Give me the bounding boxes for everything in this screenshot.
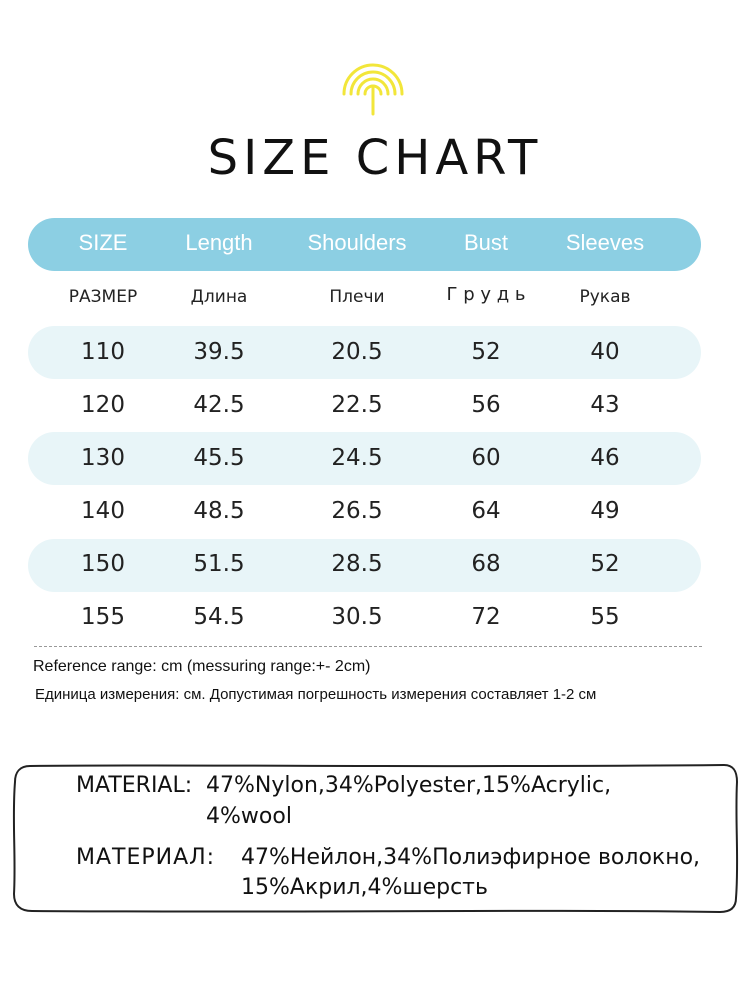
cell-length: 54.5 (193, 604, 245, 630)
material-value-line1: 47%Nylon,34%Polyester,15%Acrylic, (206, 773, 612, 798)
cell-shoulders: 30.5 (331, 604, 383, 630)
header-sleeves-ru: Рукав (579, 287, 631, 307)
rainbow-logo-icon (340, 62, 406, 116)
header-length-ru: Длина (190, 287, 248, 307)
header-size: SIZE (78, 230, 128, 255)
material-label-ru: МАТЕРИАЛ: (76, 845, 216, 870)
header-length: Length (185, 230, 253, 255)
cell-length: 39.5 (193, 339, 245, 365)
reference-note-ru: Единица измерения: см. Допустимая погрешность измерения составляет 1-2 см (35, 686, 597, 703)
cell-size: 155 (81, 604, 125, 630)
header-bust-ru: Г р у д ь (446, 284, 526, 305)
cell-shoulders: 26.5 (331, 498, 383, 524)
page-title: SIZE CHART (207, 130, 543, 186)
cell-bust: 64 (471, 498, 501, 524)
material-value-ru-line2: 15%Акрил,4%шерсть (241, 875, 488, 900)
material-value-ru-line1: 47%Нейлон,34%Полиэфирное волокно, (241, 845, 701, 870)
cell-size: 110 (81, 339, 125, 365)
cell-sleeves: 52 (590, 551, 620, 577)
cell-shoulders: 20.5 (331, 339, 383, 365)
cell-sleeves: 40 (590, 339, 620, 365)
material-value-line2: 4%wool (206, 804, 292, 829)
cell-size: 130 (81, 445, 125, 471)
header-sleeves: Sleeves (565, 230, 645, 255)
cell-sleeves: 55 (590, 604, 620, 630)
cell-sleeves: 46 (590, 445, 620, 471)
cell-size: 150 (81, 551, 125, 577)
cell-bust: 68 (471, 551, 501, 577)
cell-bust: 56 (471, 392, 501, 418)
header-shoulders-ru: Плечи (329, 287, 385, 307)
material-label: MATERIAL: (76, 773, 193, 798)
cell-shoulders: 22.5 (331, 392, 383, 418)
dashed-divider (34, 646, 702, 647)
cell-bust: 52 (471, 339, 501, 365)
cell-shoulders: 28.5 (331, 551, 383, 577)
cell-size: 120 (81, 392, 125, 418)
cell-bust: 72 (471, 604, 501, 630)
cell-sleeves: 43 (590, 392, 620, 418)
cell-length: 45.5 (193, 445, 245, 471)
cell-shoulders: 24.5 (331, 445, 383, 471)
cell-sleeves: 49 (590, 498, 620, 524)
cell-length: 42.5 (193, 392, 245, 418)
cell-length: 51.5 (193, 551, 245, 577)
cell-length: 48.5 (193, 498, 245, 524)
header-bust: Bust (463, 230, 509, 255)
header-shoulders: Shoulders (307, 230, 407, 255)
cell-bust: 60 (471, 445, 501, 471)
cell-size: 140 (81, 498, 125, 524)
header-size-ru: РАЗМЕР (68, 287, 138, 307)
reference-note: Reference range: cm (messuring range:+- 2cm) (33, 658, 371, 675)
